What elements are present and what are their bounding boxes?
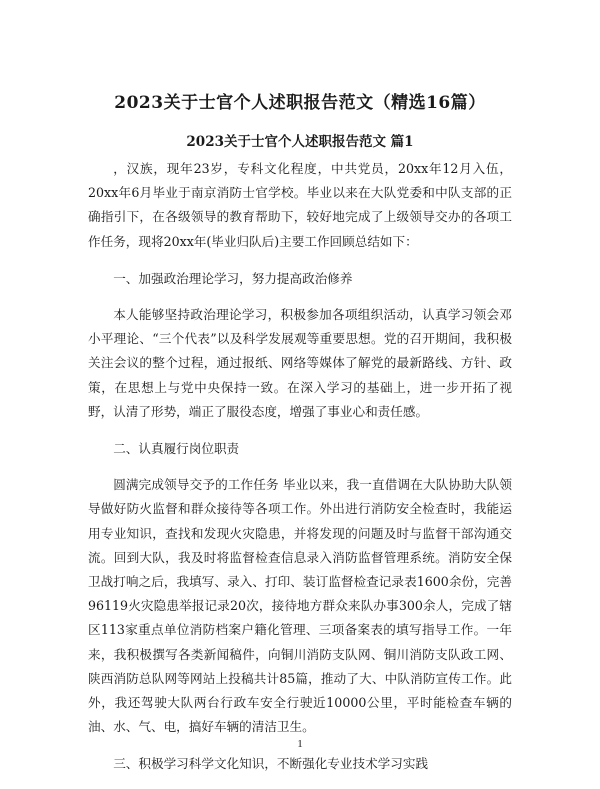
section-title: 2023关于士官个人述职报告范文 篇1 [186,134,414,150]
document-title: 2023关于士官个人述职报告范文（精选16篇） [114,93,486,113]
paragraph-duties: 圆满完成领导交予的工作任务 毕业以来，我一直借调在大队协助大队领导做好防火监督和群众接待等各项工作。外出进行消防安全检查时，我能运用专业知识，查找和发现火灾隐患，并将发现的问题及时与监督干部沟通交流。回到大队，我及时将监督检查信息录入消防监督管理系统。消防安全保卫战打响之后，我填写、录入、打印、装订监督检查记录表1600余份，完善96119火灾隐患举报记录20次，接待地方群众来队办事300余人，完成了辖区113家重点单位消防档案户籍化管理、三项备案表的填写指导工作。一年来，我积极撰写各类新闻稿件，向铜川消防支队网、铜川消防支队政工网、陕西消防总队网等网站上投稿共计85篇，推动了大、中队消防宣传工作。此外，我还驾驶大队两台行政车安全行驶近10000公里，平时能检查车辆的油、水、气、电，搞好车辆的清洁卫生。 [88,477,512,735]
paragraph-politics: 本人能够坚持政治理论学习，积极参加各项组织活动，认真学习领会邓小平理论、“三个代表”以及科学发展观等重要思想。党的召开期间，我积极关注会议的整个过程，通过报纸、网络等媒体了解党的最新路线、方针、政策，在思想上与党中央保持一致。在深入学习的基础上，进一步开拓了视野，认清了形势，端正了服役态度，增强了事业心和责任感。 [88,307,512,419]
section-heading-1: 一、加强政治理论学习，努力提高政治修养 [113,270,353,286]
document-body [88,157,512,789]
page-number: 1 [297,738,303,750]
section-heading-3: 三、积极学习科学文化知识，不断强化专业技术学习实践 [113,756,429,772]
section-heading-2: 二、认真履行岗位职责 [113,441,240,457]
paragraph-intro: ，汉族，现年23岁，专科文化程度，中共党员，20xx年12月入伍，20xx年6月毕业于南京消防士官学校。毕业以来在大队党委和中队支部的正确指引下，在各级领导的教育帮助下，较好地完成了上级领导交办的各项工作任务，现将20xx年(毕业归队后)主要工作回顾总结如下： [88,161,512,249]
